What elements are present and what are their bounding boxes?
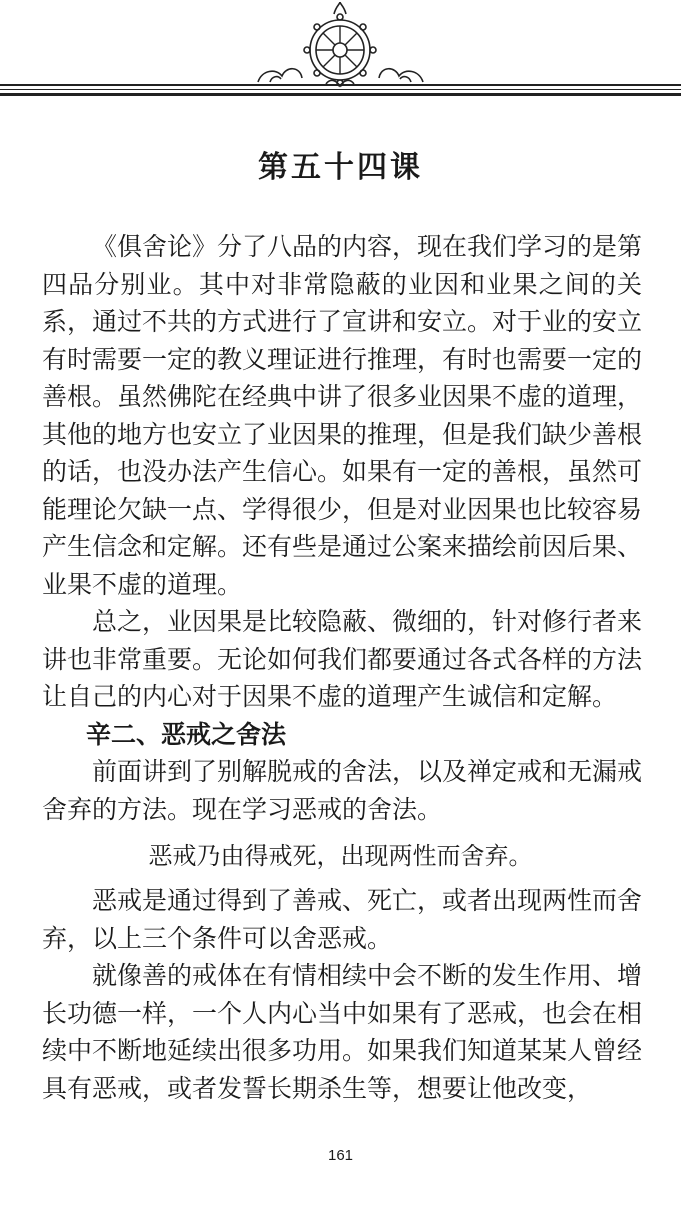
- header-rule: [0, 89, 681, 90]
- main-text: [42, 228, 642, 828]
- header-rule: [0, 84, 681, 86]
- paragraph: 就像善的戒体在有情相续中会不断的发生作用、增长功德一样，一个人内心当中如果有了恶戒，也会在相续中不断地延续出很多功用。如果我们知道某某人曾经具有恶戒，或者发誓长期杀生等，想要让他改变，: [42, 961, 643, 1103]
- verse: 恶戒乃由得戒死，出现两性而舍弃。: [148, 842, 533, 870]
- dharma-wheel-icon: [258, 2, 423, 86]
- page-number: 161: [327, 1147, 354, 1164]
- lesson-title: 第五十四课: [258, 150, 423, 185]
- header-rule: [0, 93, 681, 96]
- section-heading: 辛二、恶戒之舍法: [86, 719, 287, 749]
- paragraph: 前面讲到了别解脱戒的舍法，以及禅定戒和无漏戒舍弃的方法。现在学习恶戒的舍法。: [42, 757, 643, 824]
- paragraph: 《俱舍论》分了八品的内容，现在我们学习的是第四品分别业。其中对非常隐蔽的业因和业果之间的关系，通过不共的方式进行了宣讲和安立。对于业的安立有时需要一定的教义理证进行推理，有时也需要一定的善根。虽然佛陀在经典中讲了很多业因果不虚的道理，其他的地方也安立了业因果的推理，但是我们缺少善根的话，也没办法产生信心。如果有一定的善根，虽然可能理论欠缺一点、学得很少，但是对业因果也比较容易产生信念和定解。还有些是通过公案来描绘前因后果、业果不虚的道理。: [42, 232, 643, 599]
- commentary-text: [42, 882, 642, 1107]
- paragraph: 恶戒是通过得到了善戒、死亡，或者出现两性而舍弃，以上三个条件可以舍恶戒。: [42, 886, 643, 953]
- paragraph: 总之，业因果是比较隐蔽、微细的，针对修行者来讲也非常重要。无论如何我们都要通过各式各样的方法让自己的内心对于因果不虚的道理产生诚信和定解。: [42, 607, 643, 711]
